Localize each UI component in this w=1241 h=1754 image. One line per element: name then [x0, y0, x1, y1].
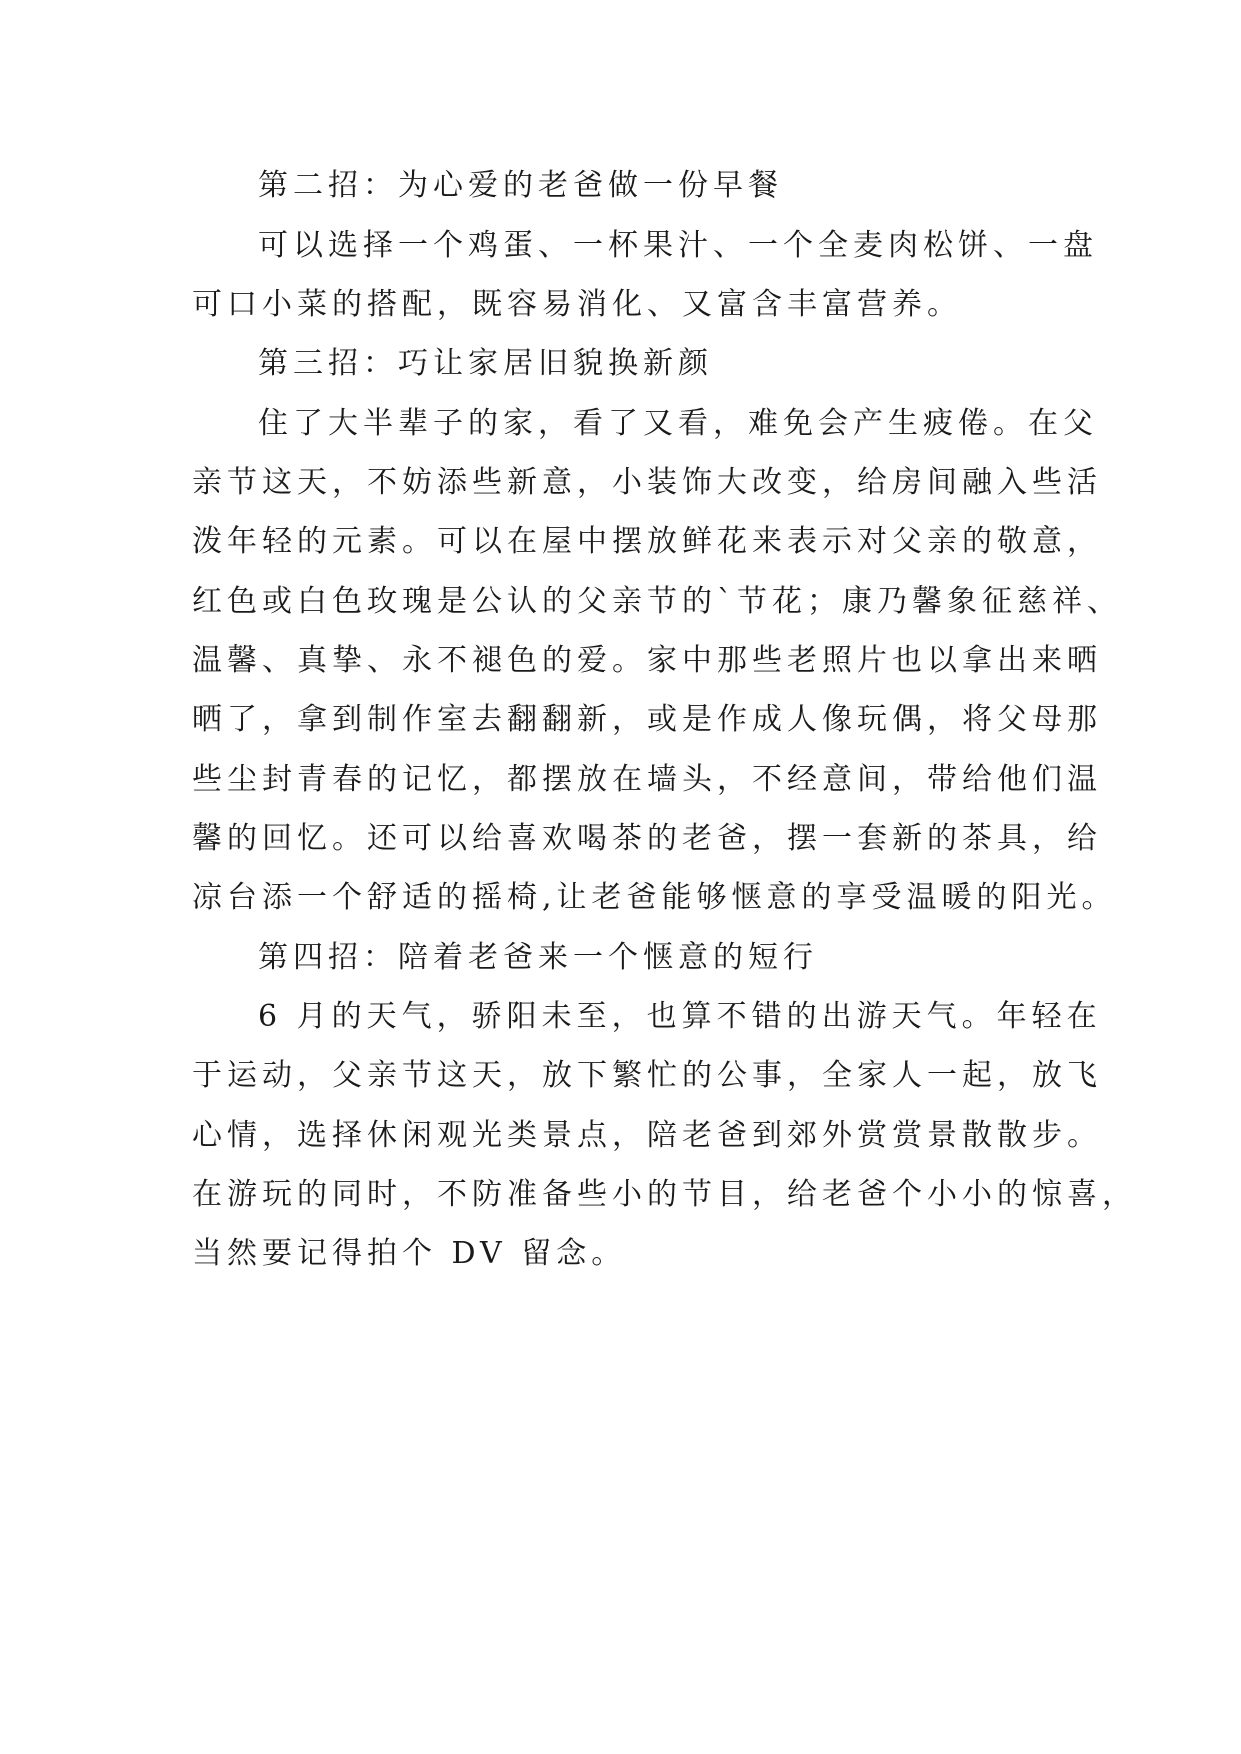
paragraph-line: 红色或白色玫瑰是公认的父亲节的`节花；康乃馨象征慈祥、	[192, 584, 1122, 619]
paragraph-line: 凉台添一个舒适的摇椅,让老爸能够惬意的享受温暖的阳光。	[192, 880, 1117, 915]
heading-step-four: 第四招：陪着老爸来一个惬意的短行	[258, 940, 818, 975]
paragraph-line: 于运动，父亲节这天，放下繁忙的公事，全家人一起，放飞	[192, 1058, 1102, 1093]
paragraph-line: 心情，选择休闲观光类景点，陪老爸到郊外赏赏景散散步。	[192, 1118, 1102, 1153]
paragraph-line: 6 月的天气，骄阳未至，也算不错的出游天气。年轻在	[258, 999, 1102, 1034]
paragraph-line: 当然要记得拍个 DV 留念。	[192, 1236, 627, 1271]
paragraph-line: 可口小菜的搭配，既容易消化、又富含丰富营养。	[192, 287, 962, 322]
paragraph-line: 温馨、真挚、永不褪色的爱。家中那些老照片也以拿出来晒	[192, 643, 1102, 678]
paragraph-line: 可以选择一个鸡蛋、一杯果汁、一个全麦肉松饼、一盘	[258, 228, 1098, 263]
paragraph-line: 馨的回忆。还可以给喜欢喝茶的老爸，摆一套新的茶具，给	[192, 821, 1102, 856]
paragraph-line: 在游玩的同时，不防准备些小的节目，给老爸个小小的惊喜，	[192, 1177, 1137, 1212]
paragraph-line: 泼年轻的元素。可以在屋中摆放鲜花来表示对父亲的敬意，	[192, 524, 1102, 559]
paragraph-line: 晒了，拿到制作室去翻翻新，或是作成人像玩偶，将父母那	[192, 702, 1102, 737]
heading-step-two: 第二招：为心爱的老爸做一份早餐	[258, 168, 783, 203]
paragraph-line: 住了大半辈子的家，看了又看，难免会产生疲倦。在父	[258, 406, 1098, 441]
heading-step-three: 第三招：巧让家居旧貌换新颜	[258, 346, 713, 381]
paragraph-line: 些尘封青春的记忆，都摆放在墙头，不经意间，带给他们温	[192, 762, 1102, 797]
paragraph-line: 亲节这天，不妨添些新意，小装饰大改变，给房间融入些活	[192, 465, 1102, 500]
